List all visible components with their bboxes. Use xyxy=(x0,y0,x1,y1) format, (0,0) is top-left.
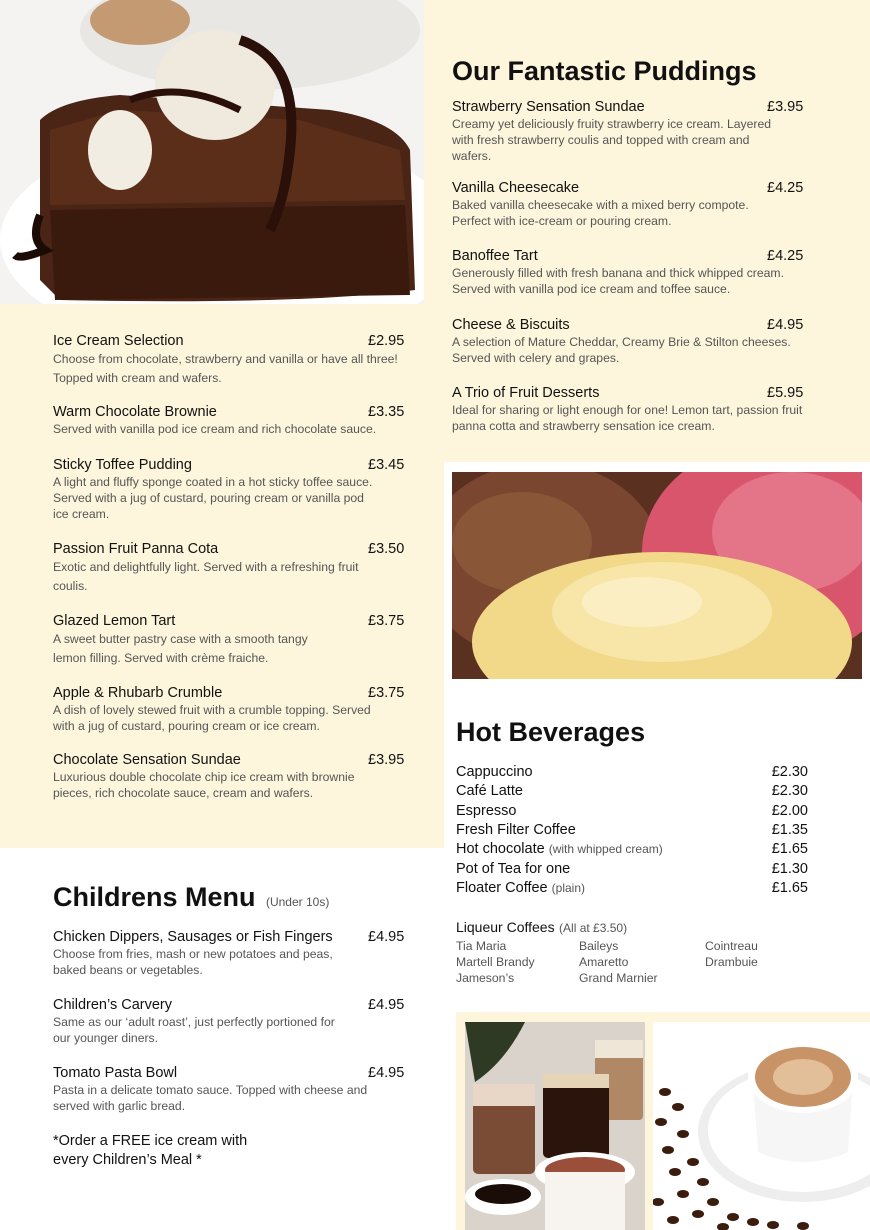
beverage-price: £1.65 xyxy=(771,841,808,857)
puddings-title: Our Fantastic Puddings xyxy=(452,56,757,86)
item-price: £3.50 xyxy=(368,541,405,557)
item-name: Glazed Lemon Tart xyxy=(53,613,176,629)
item-price: £3.45 xyxy=(368,457,405,473)
liqueur-title: Liqueur Coffees xyxy=(456,919,555,935)
childrens-item xyxy=(53,997,405,1046)
liqueur-note: (All at £3.50) xyxy=(559,921,628,935)
item-description: Served with vanilla pod ice cream and rich chocolate sauce. xyxy=(53,422,377,436)
item-description: Choose from chocolate, strawberry and vanilla or have all three! Topped with cream and wafers. xyxy=(53,352,398,385)
dessert-item xyxy=(53,333,405,388)
childrens-subtitle: (Under 10s) xyxy=(265,895,330,909)
item-name: Cheese & Biscuits xyxy=(452,317,570,333)
liqueur-item: Drambuie xyxy=(705,955,758,969)
pudding-item xyxy=(452,385,817,434)
beverage-name: Floater Coffee (plain) xyxy=(456,880,586,896)
dessert-item xyxy=(53,613,405,668)
beverage-note: (with whipped cream) xyxy=(548,842,663,856)
beverage-row xyxy=(456,841,812,860)
pudding-item xyxy=(452,317,812,366)
childrens-item xyxy=(53,929,405,978)
beverage-name: Hot chocolate (with whipped cream) xyxy=(456,841,663,857)
beverage-price: £2.00 xyxy=(771,803,808,819)
dessert-item xyxy=(53,752,405,801)
beverage-row xyxy=(456,764,812,783)
dessert-item xyxy=(53,685,405,734)
item-name: Children’s Carvery xyxy=(53,997,172,1013)
ice-cream-photo xyxy=(452,472,862,679)
beverage-name: Cappuccino xyxy=(456,764,533,780)
item-name: Sticky Toffee Pudding xyxy=(53,457,192,473)
liqueur-item: Martell Brandy xyxy=(456,955,535,969)
beverage-note: (plain) xyxy=(551,881,586,895)
item-name: Tomato Pasta Bowl xyxy=(53,1065,178,1081)
dessert-item xyxy=(53,404,405,437)
item-description: A dish of lovely stewed fruit with a crumble topping. Served with a jug of custard, pouring cream or ice cream. xyxy=(53,703,371,733)
beverage-row xyxy=(456,822,812,841)
beverage-price: £1.35 xyxy=(771,822,808,838)
item-description: A sweet butter pastry case with a smooth tangy lemon filling. Served with crème fraiche. xyxy=(53,632,308,665)
item-description: Same as our ‘adult roast’, just perfectly portioned for our younger diners. xyxy=(53,1015,335,1045)
item-price: £3.95 xyxy=(368,752,405,768)
item-name: Apple & Rhubarb Crumble xyxy=(53,685,223,701)
item-name: Passion Fruit Panna Cota xyxy=(53,541,219,557)
item-description: Baked vanilla cheesecake with a mixed berry compote. Perfect with ice-cream or pouring cream. xyxy=(452,198,749,228)
liqueur-item: Amaretto xyxy=(579,955,629,969)
item-description: A light and fluffy sponge coated in a hot sticky toffee sauce. Served with a jug of custard, pouring cream or vanilla pod ice cream. xyxy=(53,475,373,521)
beverages-title: Hot Beverages xyxy=(456,717,646,747)
item-description: Generously filled with fresh banana and thick whipped cream. Served with vanilla pod ice cream and toffee sauce. xyxy=(452,266,784,296)
item-name: Vanilla Cheesecake xyxy=(452,180,580,196)
item-description: Pasta in a delicate tomato sauce. Topped with cheese and served with garlic bread. xyxy=(53,1083,368,1113)
childrens-heading xyxy=(53,882,329,913)
item-price: £3.95 xyxy=(767,99,804,115)
item-description: Creamy yet deliciously fruity strawberry ice cream. Layered with fresh strawberry coulis and topped with cream and wafers. xyxy=(452,117,772,163)
beverage-price: £1.30 xyxy=(771,861,808,877)
beverage-name: Espresso xyxy=(456,803,517,819)
item-price: £4.25 xyxy=(767,180,804,196)
childrens-item xyxy=(53,1065,405,1114)
item-description: Luxurious double chocolate chip ice cream with brownie pieces, rich chocolate sauce, cream and wafers. xyxy=(53,770,355,800)
item-description: A selection of Mature Cheddar, Creamy Brie & Stilton cheeses. Served with celery and grapes. xyxy=(452,335,791,365)
item-description: Ideal for sharing or light enough for one! Lemon tart, passion fruit panna cotta and strawberry sensation ice cream. xyxy=(452,403,803,433)
childrens-title: Childrens Menu xyxy=(53,882,256,912)
item-price: £4.95 xyxy=(368,1065,405,1081)
dessert-item xyxy=(53,457,405,522)
hot-drinks-photo xyxy=(465,1022,645,1230)
item-name: Strawberry Sensation Sundae xyxy=(452,99,645,115)
item-name: Chocolate Sensation Sundae xyxy=(53,752,241,768)
beverage-row xyxy=(456,783,812,802)
beverage-price: £2.30 xyxy=(771,764,808,780)
liqueur-heading xyxy=(456,919,627,937)
liqueur-item: Cointreau xyxy=(705,939,758,953)
liqueur-item: Jameson’s xyxy=(456,971,515,985)
beverage-row xyxy=(456,861,812,880)
beverage-row xyxy=(456,803,812,822)
liqueur-item: Grand Marnier xyxy=(579,971,658,985)
item-price: £3.75 xyxy=(368,685,405,701)
free-ice-cream-note xyxy=(53,1132,247,1170)
item-description: Exotic and delightfully light. Served with a refreshing fruit coulis. xyxy=(53,560,359,593)
item-price: £3.35 xyxy=(368,404,405,420)
item-price: £5.95 xyxy=(767,385,804,401)
item-price: £4.95 xyxy=(767,317,804,333)
item-name: Ice Cream Selection xyxy=(53,333,184,349)
item-price: £2.95 xyxy=(368,333,405,349)
beverage-price: £1.65 xyxy=(771,880,808,896)
cappuccino-photo xyxy=(653,1022,870,1230)
item-price: £4.95 xyxy=(368,997,405,1013)
pudding-item xyxy=(452,99,812,164)
pudding-item xyxy=(452,180,812,229)
beverage-name: Fresh Filter Coffee xyxy=(456,822,576,838)
beverage-name: Café Latte xyxy=(456,783,523,799)
dessert-item xyxy=(53,541,405,596)
item-price: £3.75 xyxy=(368,613,405,629)
liqueur-item: Tia Maria xyxy=(456,939,507,953)
item-name: Warm Chocolate Brownie xyxy=(53,404,217,420)
pudding-item xyxy=(452,248,817,297)
item-name: Banoffee Tart xyxy=(452,248,538,264)
item-price: £4.25 xyxy=(767,248,804,264)
liqueur-item: Baileys xyxy=(579,939,619,953)
brownie-photo xyxy=(0,0,424,304)
beverage-price: £2.30 xyxy=(771,783,808,799)
note-line: *Order a FREE ice cream with xyxy=(53,1133,248,1149)
beverage-name: Pot of Tea for one xyxy=(456,861,571,877)
item-description: Choose from fries, mash or new potatoes and peas, baked beans or vegetables. xyxy=(53,947,333,977)
item-name: A Trio of Fruit Desserts xyxy=(452,385,600,401)
item-price: £4.95 xyxy=(368,929,405,945)
note-line: every Children’s Meal * xyxy=(53,1152,202,1168)
beverage-row xyxy=(456,880,812,899)
item-name: Chicken Dippers, Sausages or Fish Fingers xyxy=(53,929,333,945)
